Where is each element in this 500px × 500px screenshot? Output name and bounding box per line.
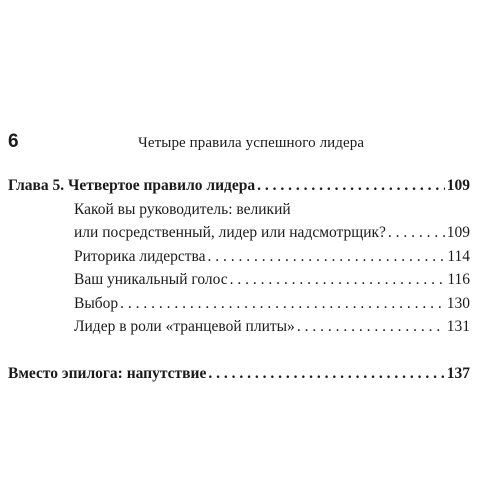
page-number: 6 xyxy=(8,131,19,152)
running-title: Четыре правила успешного лидера xyxy=(138,135,365,151)
toc-entry-rhetoric xyxy=(8,245,470,269)
toc-entry-page: 131 xyxy=(446,318,470,335)
toc-entry-page: 137 xyxy=(446,364,470,382)
toc-entry-page: 109 xyxy=(446,224,470,241)
page-header xyxy=(8,131,470,153)
dot-leader xyxy=(257,174,445,198)
table-of-contents xyxy=(8,174,470,385)
toc-entry-page: 130 xyxy=(446,294,470,312)
toc-entry-title: Глава 5. Четвертое правило лидера xyxy=(8,177,256,194)
toc-entry-page: 109 xyxy=(446,177,470,194)
toc-entry-title: или посредственный, лидер или надсмотрщик? xyxy=(74,224,386,241)
toc-entry-leader-type xyxy=(8,221,470,245)
dot-leader xyxy=(388,221,445,245)
dot-leader xyxy=(297,315,445,339)
toc-entry-choice xyxy=(8,292,470,316)
toc-entry-page: 114 xyxy=(447,247,470,265)
toc-entry-title: Риторика лидерства xyxy=(74,247,206,265)
toc-entry-transom xyxy=(8,315,470,339)
toc-entry-epilogue xyxy=(8,362,470,386)
dot-leader xyxy=(208,362,444,386)
toc-entry-page: 116 xyxy=(447,271,470,288)
toc-entry-title: Какой вы руководитель: великий xyxy=(74,200,291,218)
dot-leader xyxy=(120,292,445,316)
toc-entry-chapter-5 xyxy=(8,174,470,198)
toc-entry-unique-voice xyxy=(8,268,470,292)
dot-leader xyxy=(230,268,446,292)
toc-entry-line xyxy=(8,198,470,222)
toc-entry-title: Вместо эпилога: напутствие xyxy=(8,364,207,382)
dot-leader xyxy=(208,245,446,269)
toc-entry-title: Ваш уникальный голос xyxy=(74,271,228,288)
section-gap xyxy=(8,339,470,362)
toc-entry-title: Выбор xyxy=(74,294,119,312)
toc-entry-title: Лидер в роли «транцевой плиты» xyxy=(74,318,295,335)
